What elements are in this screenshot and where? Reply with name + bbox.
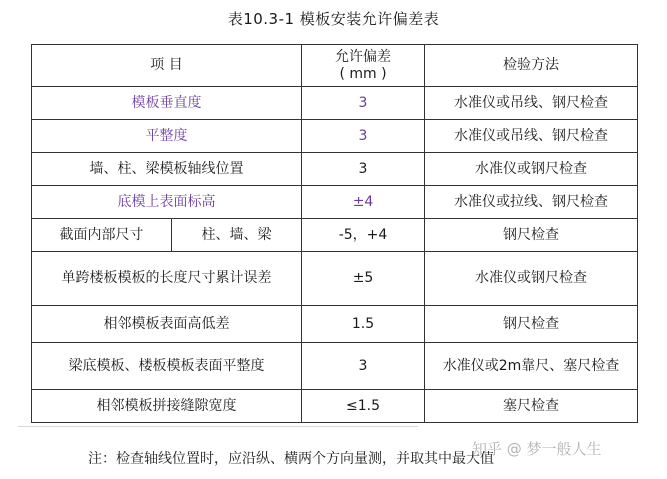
row-method: 钢尺检查	[425, 219, 638, 252]
table-row	[32, 186, 638, 219]
row-subitem: 柱、墙、梁	[172, 219, 302, 252]
table-row	[32, 390, 638, 423]
table-row	[32, 87, 638, 120]
header-deviation	[302, 45, 425, 87]
table-row	[32, 219, 638, 252]
table-row	[32, 343, 638, 390]
header-deviation-line2: ( mm )	[339, 65, 387, 82]
row-deviation: -5，+4	[302, 219, 425, 252]
row-item: 底模上表面标高	[32, 186, 302, 219]
row-item: 平整度	[32, 120, 302, 153]
table-row	[32, 153, 638, 186]
tolerance-table	[31, 44, 638, 423]
row-item: 单跨楼板模板的长度尺寸累计误差	[32, 252, 302, 306]
header-deviation-line1: 允许偏差	[335, 48, 392, 65]
table-note: 注：检查轴线位置时，应沿纵、横两个方向量测，并取其中最大值	[88, 451, 494, 467]
row-method: 水准仪或拉线、钢尺检查	[425, 186, 638, 219]
row-item: 截面内部尺寸	[32, 219, 172, 252]
table-row	[32, 252, 638, 306]
row-method: 水准仪或钢尺检查	[425, 153, 638, 186]
table-row	[32, 120, 638, 153]
row-item: 模板垂直度	[32, 87, 302, 120]
row-deviation: 3	[302, 120, 425, 153]
table-row	[32, 306, 638, 343]
row-method: 水准仪或吊线、钢尺检查	[425, 87, 638, 120]
table-header-row	[32, 45, 638, 87]
row-method: 塞尺检查	[425, 390, 638, 423]
row-method: 钢尺检查	[425, 306, 638, 343]
watermark: 知乎 @ 梦一般人生	[472, 440, 602, 458]
row-deviation: ≤1.5	[302, 390, 425, 423]
header-method: 检验方法	[425, 45, 638, 87]
row-deviation: 3	[302, 153, 425, 186]
row-item: 梁底模板、楼板模板表面平整度	[32, 343, 302, 390]
row-deviation: 3	[302, 343, 425, 390]
row-method: 水准仪或钢尺检查	[425, 252, 638, 306]
header-item: 项 目	[32, 45, 302, 87]
row-deviation: 3	[302, 87, 425, 120]
row-method: 水准仪或2m靠尺、塞尺检查	[425, 343, 638, 390]
row-item: 相邻模板表面高低差	[32, 306, 302, 343]
row-deviation: 1.5	[302, 306, 425, 343]
row-item: 墙、柱、梁模板轴线位置	[32, 153, 302, 186]
divider	[18, 426, 418, 427]
row-method: 水准仪或吊线、钢尺检查	[425, 120, 638, 153]
table-title: 表10.3-1 模板安装允许偏差表	[227, 10, 440, 28]
row-deviation: ±4	[302, 186, 425, 219]
row-deviation: ±5	[302, 252, 425, 306]
row-item: 相邻模板拼接缝隙宽度	[32, 390, 302, 423]
